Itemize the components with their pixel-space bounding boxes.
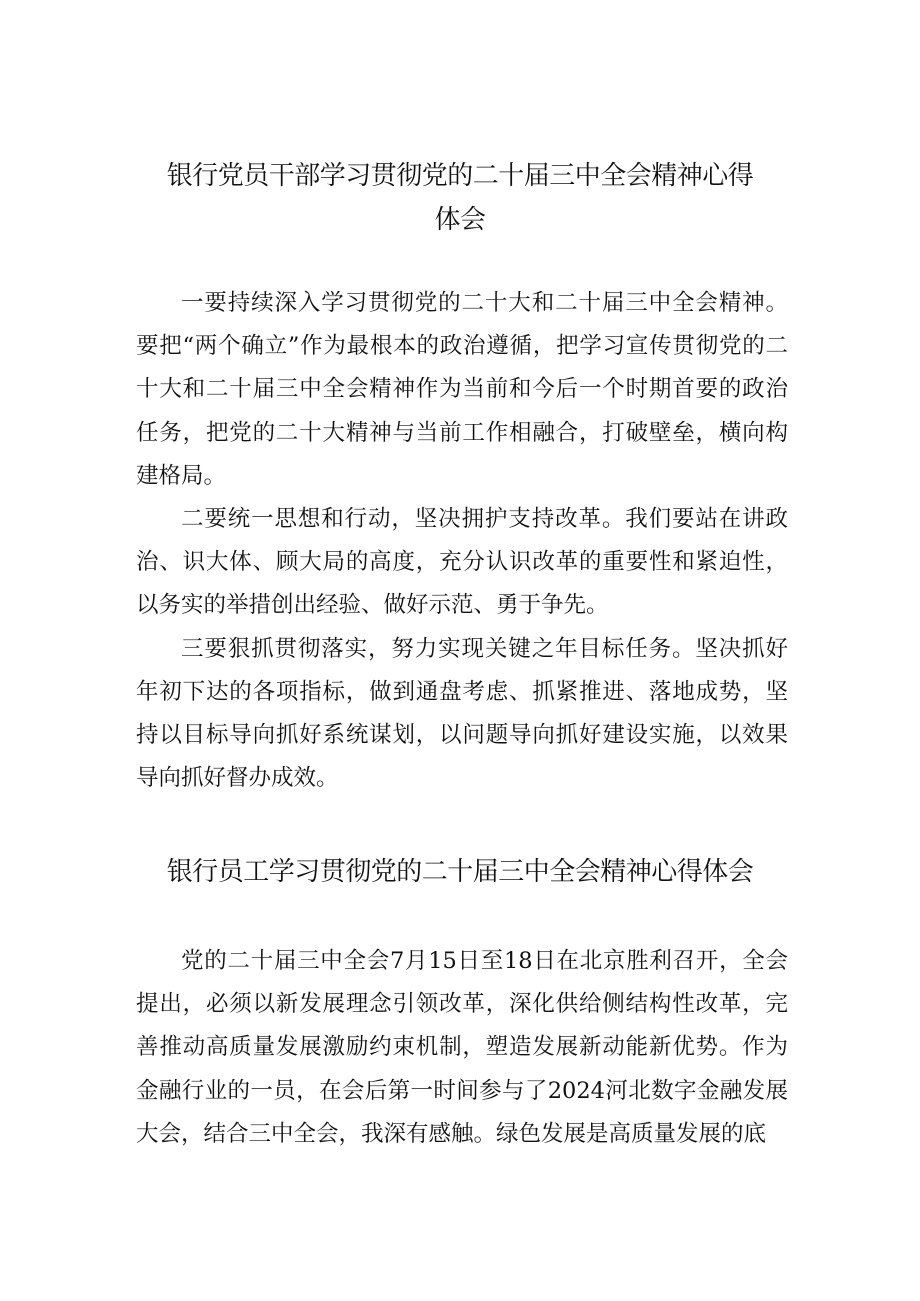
article-1-title [150,154,770,242]
article-1-title-line-2: 体会 [434,205,486,235]
article-1-paragraph-1: 一要持续深入学习贯彻党的二十大和二十届三中全会精神。要把“两个确立”作为最根本的政治遵循，把学习宣传贯彻党的二十大和二十届三中全会精神作为当前和今后一个时期首要的政治任务，把党的二十大精神与当前工作相融合，打破壁垒，横向构建格局。 [136,290,788,489]
article-1-title-line-1: 银行党员干部学习贯彻党的二十届三中全会精神心得 [166,161,754,191]
article-1-paragraph-3: 三要狠抓贯彻落实，努力实现关键之年目标任务。坚决抓好年初下达的各项指标，做到通盘考虑、抓紧推进、落地成势，坚持以目标导向抓好系统谋划，以问题导向抓好建设实施，以效果导向抓好督办成效。 [136,635,788,792]
article-1-body [136,282,788,800]
article-2-body [136,940,788,1156]
article-1-paragraph-2: 二要统一思想和行动，坚决拥护支持改革。我们要站在讲政治、识大体、顾大局的高度，充分认识改革的重要性和紧迫性，以务实的举措创出经验、做好示范、勇于争先。 [136,506,788,619]
article-2-paragraph-1: 党的二十届三中全会7月15日至18日在北京胜利召开，全会提出，必须以新发展理念引领改革，深化供给侧结构性改革，完善推动高质量发展激励约束机制，塑造发展新动能新优势。作为金融行业的一员，在会后第一时间参与了2024河北数字金融发展大会，结合三中全会，我深有感触。绿色发展是高质量发展的底 [136,948,788,1147]
article-2-title: 银行员工学习贯彻党的二十届三中全会精神心得体会 [166,857,754,887]
